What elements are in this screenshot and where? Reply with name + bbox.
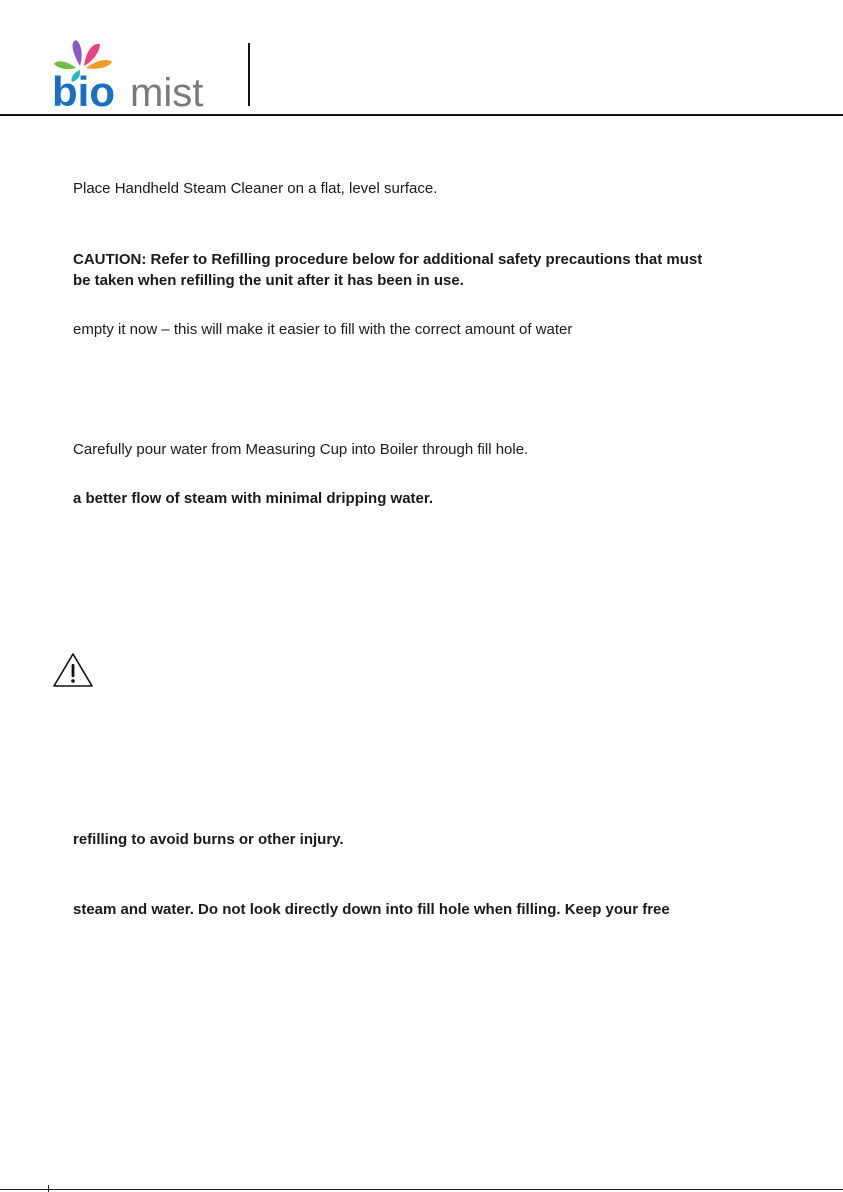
paragraph-pour-water: Carefully pour water from Measuring Cup into Boiler through fill hole. (73, 441, 529, 458)
paragraph-place-surface: Place Handheld Steam Cleaner on a flat, level surface. (73, 180, 438, 197)
logo-text-mist: mist (130, 71, 204, 113)
caution-line-1: CAUTION: Refer to Refilling procedure below for additional safety precautions that must (73, 251, 703, 268)
logo-text-bio: bio (52, 68, 115, 113)
paragraph-better-flow: a better flow of steam with minimal dripping water. (73, 490, 434, 507)
paragraph-refilling-burns: refilling to avoid burns or other injury. (73, 831, 344, 848)
logo-petal-purple (73, 40, 82, 66)
warning-triangle-icon (52, 652, 94, 688)
header-divider (248, 43, 250, 106)
paragraph-empty-now: empty it now – this will make it easier to fill with the correct amount of water (73, 321, 573, 338)
page-header (0, 0, 843, 118)
footer-tick (48, 1185, 49, 1192)
paragraph-steam-and-water: steam and water. Do not look directly down into fill hole when filling. Keep your free (73, 901, 670, 918)
biomist-logo (50, 38, 235, 113)
header-rule (0, 114, 843, 116)
footer-rule (0, 1189, 843, 1190)
caution-line-2: be taken when refilling the unit after it has been in use. (73, 272, 464, 289)
